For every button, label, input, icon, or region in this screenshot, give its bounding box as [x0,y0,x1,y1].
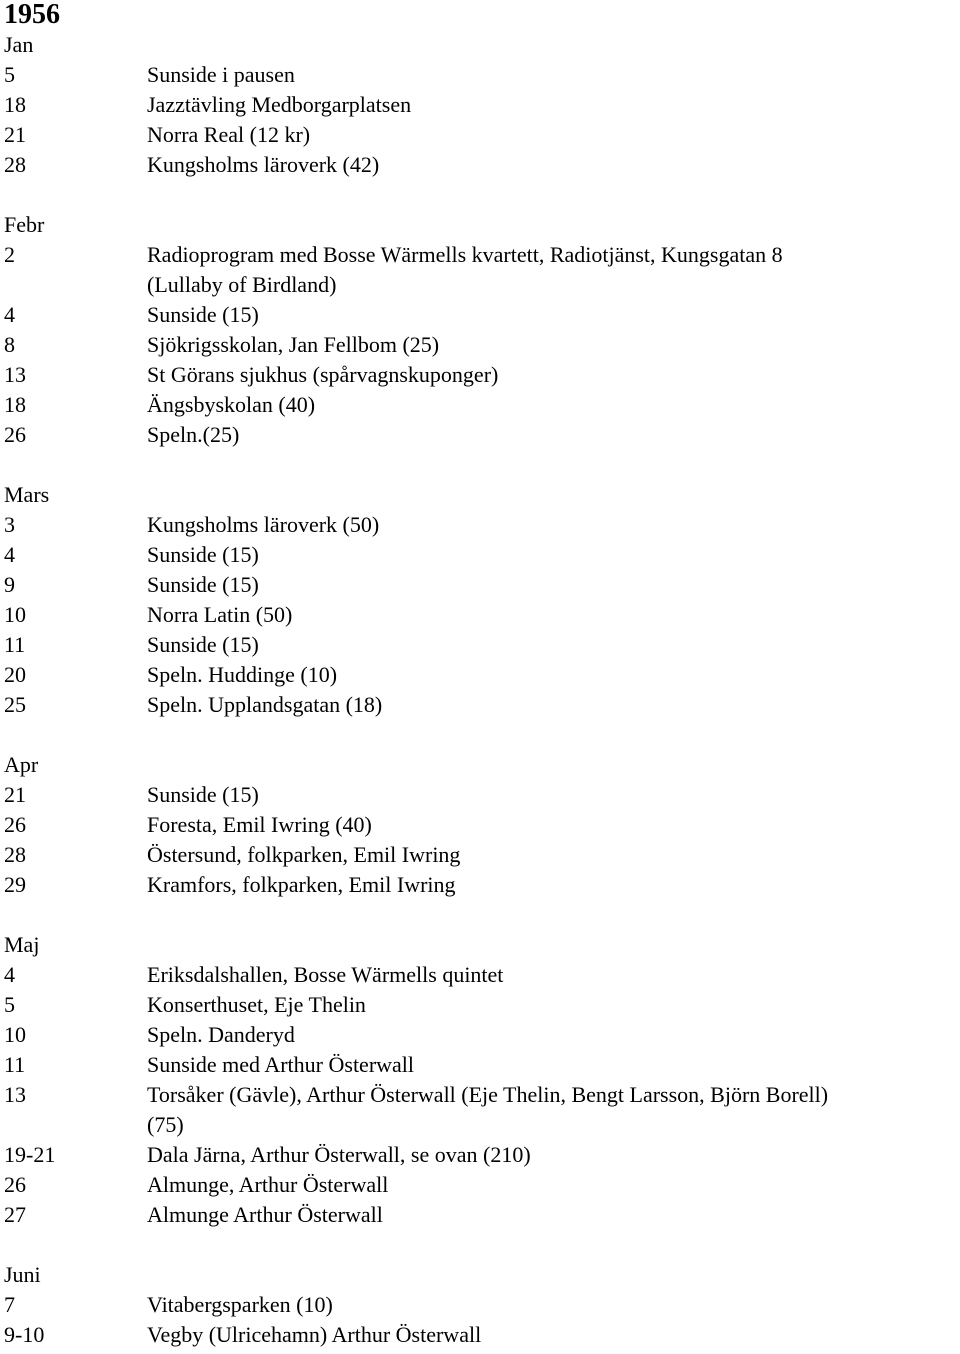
entry-event-text: Kungsholms läroverk (50) [147,512,380,537]
entry-event-text: Östersund, folkparken, Emil Iwring [147,842,461,867]
entry-date: 4 [4,302,15,327]
entry-event-text: St Görans sjukhus (spårvagnskuponger) [147,362,499,387]
entry-date: 7 [4,1292,15,1317]
list-item [4,660,956,690]
entry-event [147,1140,956,1170]
entry-event-text: Norra Real (12 kr) [147,122,311,147]
entry-event-text: Sunside med Arthur Österwall [147,1052,415,1077]
entry-event [147,60,956,90]
entry-event [147,540,956,570]
entry-event [147,780,956,810]
entry-event [147,840,956,870]
month-spacer [4,450,956,480]
entry-date: 3 [4,512,15,537]
entry-date: 26 [4,812,26,837]
list-item [4,240,956,300]
entry-event-text: Norra Latin (50) [147,602,293,627]
entry-event [147,1200,956,1230]
entry-event [147,1290,956,1320]
entry-event [147,1080,956,1140]
entry-event-text: Sunside (15) [147,302,259,327]
entry-event-text: Sunside i pausen [147,62,295,87]
entry-date: 11 [4,1052,26,1077]
entry-date: 11 [4,632,26,657]
entry-event [147,240,956,300]
entry-event-text: Sunside (15) [147,632,259,657]
list-item [4,780,956,810]
entry-event [147,960,956,990]
entry-event [147,390,956,420]
entry-event-continuation: (Lullaby of Birdland) [147,272,337,297]
entry-event-continuation: (75) [147,1112,184,1137]
month-section [4,1260,956,1350]
entry-date: 19-21 [4,1142,56,1167]
entry-event-text: Konserthuset, Eje Thelin [147,992,366,1017]
list-item [4,330,956,360]
list-item [4,1200,956,1230]
entry-event-text: Dala Järna, Arthur Österwall, se ovan (210) [147,1142,531,1167]
list-item [4,120,956,150]
month-section [4,750,956,900]
entry-event-text: Vegby (Ulricehamn) Arthur Österwall [147,1322,482,1347]
list-item [4,1080,956,1140]
entry-event [147,600,956,630]
entry-event [147,300,956,330]
entry-event-text: Speln. Danderyd [147,1022,295,1047]
list-item [4,90,956,120]
entry-event-text: Speln. Huddinge (10) [147,662,338,687]
entry-event [147,870,956,900]
list-item [4,570,956,600]
entry-event-text: Eriksdalshallen, Bosse Wärmells quintet [147,962,504,987]
month-heading: Apr [4,752,39,777]
entry-event-text: Sunside (15) [147,782,259,807]
entry-date: 9-10 [4,1322,45,1347]
entry-date: 21 [4,782,26,807]
entry-date: 26 [4,422,26,447]
month-spacer [4,1230,956,1260]
entry-event [147,1170,956,1200]
entry-event [147,1050,956,1080]
entry-event [147,1320,956,1350]
entry-event-text: Ängsbyskolan (40) [147,392,316,417]
entry-date: 29 [4,872,26,897]
entry-date: 4 [4,542,15,567]
entry-event [147,690,956,720]
entry-date: 8 [4,332,15,357]
list-item [4,1320,956,1350]
list-item [4,960,956,990]
list-item [4,840,956,870]
list-item [4,1140,956,1170]
entry-event [147,570,956,600]
month-section [4,480,956,720]
entry-event-text: Speln.(25) [147,422,240,447]
list-item [4,1020,956,1050]
list-item [4,630,956,660]
list-item [4,390,956,420]
entry-date: 27 [4,1202,26,1227]
entry-event-text: Radioprogram med Bosse Wärmells kvartett, Radiotjänst, Kungsgatan 8 [147,242,783,267]
entry-date: 25 [4,692,26,717]
entry-date: 13 [4,362,26,387]
month-spacer [4,720,956,750]
list-item [4,1050,956,1080]
month-list [4,30,956,1350]
entry-event-text: Jazztävling Medborgarplatsen [147,92,412,117]
entry-event-text: Almunge, Arthur Österwall [147,1172,389,1197]
entry-date: 18 [4,92,26,117]
entry-date: 4 [4,962,15,987]
list-item [4,690,956,720]
month-section [4,930,956,1230]
entry-event-text: Kungsholms läroverk (42) [147,152,380,177]
list-item [4,60,956,90]
month-section [4,30,956,180]
month-heading: Mars [4,482,50,507]
list-item [4,870,956,900]
entry-event [147,360,956,390]
entry-event [147,120,956,150]
list-item [4,1290,956,1320]
list-item [4,990,956,1020]
month-heading: Jan [4,32,34,57]
entry-event-text: Foresta, Emil Iwring (40) [147,812,372,837]
entry-event [147,90,956,120]
list-item [4,510,956,540]
month-heading: Maj [4,932,40,957]
entry-event [147,990,956,1020]
entry-event [147,810,956,840]
month-heading: Febr [4,212,45,237]
entry-date: 2 [4,242,15,267]
entry-event [147,150,956,180]
entry-date: 21 [4,122,26,147]
entry-date: 5 [4,992,15,1017]
entry-event-text: Sjökrigsskolan, Jan Fellbom (25) [147,332,440,357]
entry-event [147,420,956,450]
list-item [4,420,956,450]
entry-event [147,1020,956,1050]
entry-event [147,660,956,690]
entry-date: 9 [4,572,15,597]
entry-date: 5 [4,62,15,87]
list-item [4,810,956,840]
month-heading: Juni [4,1262,41,1287]
list-item [4,150,956,180]
entry-date: 10 [4,602,26,627]
entry-date: 10 [4,1022,26,1047]
entry-event [147,510,956,540]
list-item [4,300,956,330]
month-spacer [4,900,956,930]
entry-date: 28 [4,842,26,867]
entry-event-text: Speln. Upplandsgatan (18) [147,692,383,717]
entry-date: 28 [4,152,26,177]
entry-event-text: Almunge Arthur Österwall [147,1202,383,1227]
list-item [4,1170,956,1200]
entry-event-text: Kramfors, folkparken, Emil Iwring [147,872,456,897]
entry-event [147,330,956,360]
list-item [4,360,956,390]
list-item [4,540,956,570]
month-spacer [4,180,956,210]
entry-date: 13 [4,1082,26,1107]
month-section [4,210,956,450]
entry-date: 20 [4,662,26,687]
entry-date: 18 [4,392,26,417]
list-item [4,600,956,630]
entry-event-text: Vitabergsparken (10) [147,1292,333,1317]
entry-date: 26 [4,1172,26,1197]
entry-event-text: Torsåker (Gävle), Arthur Österwall (Eje Thelin, Bengt Larsson, Björn Borell) [147,1082,829,1107]
entry-event-text: Sunside (15) [147,572,259,597]
document-page [4,0,956,1350]
entry-event [147,630,956,660]
entry-event-text: Sunside (15) [147,542,259,567]
year-heading: 1956 [4,0,60,30]
